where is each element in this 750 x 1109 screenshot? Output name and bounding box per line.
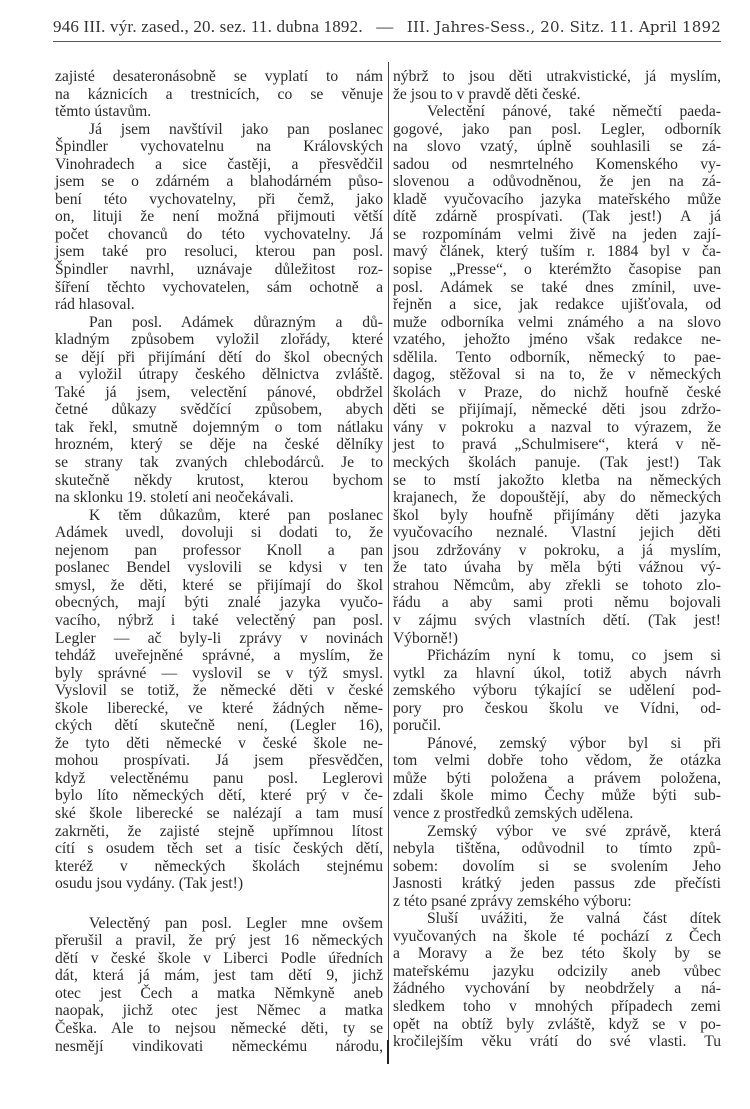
text-line: tom velmi dobře toho vědom, že otázka [393,752,721,770]
text-line: v zájmu svých vlastních dětí. (Tak jest! [393,611,721,629]
text-line: škole liberecké, ve které žádných něme- [55,699,383,717]
text-line: Zemský výbor ve své zprávě, která [427,822,721,840]
text-line: naopak, jichž otec jest Němec a matka [55,1002,383,1020]
text-line: Velectěný pan posl. Legler mne ovšem [89,914,383,932]
text-line: vány v pokroku a nazval to výrazem, že [393,418,721,436]
text-line: mateřskému jazyku odcizily aneb vůbec [393,962,721,980]
text-line: sadou od nesmrtelného Komenského vy- [393,155,721,173]
text-line: žádného vychování by neobdržely a ná- [393,980,721,998]
text-line: se to mstí jakožto kletba na německých [393,471,721,489]
text-line: tak řekl, smutně dojemným o tom nátlaku [55,418,383,436]
column-divider-end [387,1040,389,1064]
text-line: posl. Adámek se také dnes zmínil, uve- [393,278,721,296]
text-line: vyučovacího neznalé. Vlastní jejich děti [393,524,721,542]
text-line: na sklonku 19. století ani neočekávali. [55,489,294,507]
text-line: skutečně někdy krutost, kterou bychom [55,471,383,489]
text-line: vence z prostředků zemských udělena. [393,804,634,822]
text-line: řádu a aby sami proti němu bojovali [393,594,721,612]
text-line: otec jest Čech a matka Němkyně aneb [55,984,383,1002]
text-line: se strany tak zvaných chlebodárců. Je to [55,454,383,472]
text-line: ské škole liberecké se nalézají a tam musí [55,804,383,822]
text-line: Výborně!) [393,629,458,647]
text-line: Vinohradech a sice častěji, a přesvědčil [55,155,383,173]
text-line: dětí v české škole v Liberci Podle úředních [55,949,383,967]
header-dash: — [376,17,394,36]
text-line: že tyto děti německé v české škole ne- [55,734,383,752]
text-line: četné důkazy svědčící způsobem, abych [55,401,383,419]
text-line: hrozném, který se děje na české dělníky [55,436,383,454]
text-line: nebyla tištěna, odůvodnil to tímto způ- [393,840,721,858]
text-line: že tato úvaha by měla býti vážnou vý- [393,559,721,577]
header-czech: 946 III. výr. zased., 20. sez. 11. dubna 1892. [53,17,363,36]
text-line: a Moravy a že bez této školy by se [393,945,721,963]
text-line: kladě vyučovacího jazyka mateřského může [393,190,721,208]
text-line: dítě zdárně prospívati. (Tak jest!) A já [393,208,721,226]
text-line: Pánové, zemský výbor byl si při [427,734,721,752]
text-line: Jasnosti krátký jeden passus zde přečísti [393,875,721,893]
paragraph [55,68,383,121]
text-line: dát, která já mám, jest tam dětí 9, jichž [55,967,383,985]
text-line: rád hlasoval. [55,296,135,314]
text-line: K těm důkazům, které pan poslanec [89,506,383,524]
paragraph [393,103,721,647]
paragraph [55,507,383,893]
text-line: muže odborníka velmi známého a na slovo [393,313,721,331]
text-line: řejněn a sice, jak redakce ujišťovala, od [393,296,721,314]
text-line: zakrněti, že zajisté stejně upřímnou lítost [55,822,383,840]
header-german: III. Jahres-Sess., 20. Sitz. 11. April 1892 [406,18,721,36]
page-header [53,14,721,40]
text-line: kteréž v německých školách stejnému [55,857,383,875]
column-divider [388,62,389,1042]
text-line: obecných, mají býti znalé jazyka vyučo- [55,594,383,612]
text-line: jsou zdržovány v pokroku, a já myslím, [393,541,721,559]
text-line: jest to pravá „Schulmisere“, která v ně- [393,436,721,454]
text-line: přerušil a pravil, že prý jest 16 německých [55,932,383,950]
text-line: meckých školách panuje. (Tak jest!) Tak [393,454,721,472]
text-line: smysl, že děti, které se přijímají do škol [55,576,383,594]
text-line: Také já jsem, velectění pánové, obdržel [55,383,383,401]
paragraph [55,314,383,507]
paragraph [55,915,383,1055]
header-rule [53,41,721,42]
text-line: vzatého, jehožto jméno však redakce ne- [393,331,721,349]
text-line: Špindler navrhl, uznávaje důležitost roz- [55,261,383,279]
text-line: Vyslovil se totiž, že německé děti v české [55,682,383,700]
text-line: z této psané zprávy zemského výboru: [393,892,632,910]
text-line: tehdáž uveřejněné správné, a myslím, že [55,647,383,665]
text-line: sobem: dovolím si se svolením Jeho [393,857,721,875]
text-line: bení této vychovatelny, při čemž, jako [55,190,383,208]
text-line: dagog, stěžoval si na to, že v německých [393,366,721,384]
text-line: těmto ústavům. [55,103,152,121]
text-line: na slovo vzatý, úplně souhlasili se zá- [393,138,721,156]
text-line: školách v Praze, do nichž houfně české [393,383,721,401]
paragraph [55,121,383,314]
left-column [55,68,383,1055]
text-line: osudu jsou vydány. (Tak jest!) [55,875,244,893]
text-line: krajanech, že dopouštějí, aby do německých [393,489,721,507]
text-line: Já jsem navštívil jako pan poslanec [89,120,383,138]
text-line: Pan posl. Adámek důrazným a dů- [89,313,383,331]
text-line: Velectění pánové, také němečtí paeda- [427,103,721,121]
right-column [393,68,721,1051]
paragraph [393,735,721,823]
text-line: zajisté desateronásobně se vyplatí to nám [55,68,383,85]
text-line: škol byly houfně přijímány děti jazyka [393,506,721,524]
text-line: nejenom pan professor Knoll a pan [55,541,383,559]
paragraph [393,823,721,911]
text-line: Legler — ač byly-li zprávy v novinách [55,629,383,647]
text-line: děti se přijímají, německé děti jsou zdržo- [393,401,721,419]
paragraph [393,910,721,1050]
text-line: nesmějí vindikovati německému národu, [55,1037,383,1055]
text-line: na káznicích a trestnicích, co se věnuje [55,85,383,103]
text-line: se dějí při přijímání dětí do škol obecných [55,348,383,366]
text-line: strahou Němcům, aby zřekli se tohoto zlo- [393,576,721,594]
text-line: Sluší uvážiti, že valná část dítek [427,910,721,928]
text-line: Špindler vychovatelnu na Královských [55,138,383,156]
text-line: sdělila. Tento odborník, německý to pae- [393,348,721,366]
text-line: vacího, nýbrž i také velectěný pan posl. [55,611,383,629]
text-line: nýbrž to jsou děti utrakvistické, já myslím, [393,68,721,85]
text-line: poručil. [393,717,442,735]
text-line: sledkem toho v mnohých případech zemi [393,997,721,1015]
text-line: vyučovaných na škole té pochází z Čech [393,927,721,945]
text-line: jsem se o zdárném a blahodárném půso- [55,173,383,191]
text-line: kročilejším věku vrátí do své vlasti. Tu [393,1033,721,1051]
text-line: poslanec Bendel vyslovili se kdysi v ten [55,559,383,577]
text-line: když velectěnému panu posl. Leglerovi [55,769,383,787]
text-line: bylo líto německých dětí, které prý v če- [55,787,383,805]
text-line: byly správné — vyslovil se v týž smysl. [55,664,383,682]
text-line: kladným způsobem vyložil zlořády, které [55,331,383,349]
text-line: může býti položena a právem položena, [393,769,721,787]
text-line: Češka. Ale to nejsou německé děti, ty se [55,1019,383,1037]
text-line: se rozpomínám velmi živě na jeden zají- [393,225,721,243]
text-line: šíření těchto vychovatelen, sám ochotně a [55,278,383,296]
text-line: Přicházím nyní k tomu, co jsem si [427,647,721,665]
text-line: počet chovanců do této vychovatelny. Já [55,225,383,243]
text-line: gogové, jako pan posl. Legler, odborník [393,120,721,138]
text-line: ckých dětí skutečně není, (Legler 16), [55,717,383,735]
text-line: on, lituji že není možná přijmouti větší [55,208,383,226]
text-line: mohou prospívati. Já jsem přesvědčen, [55,752,383,770]
text-line: zemského výboru týkající se udělení pod- [393,682,721,700]
text-line: slovenou a odůvodněnou, že jen na zá- [393,173,721,191]
text-line: že jsou to v pravdě děti české. [393,85,581,103]
text-line: a vyložil útrapy českého dělnictva zvláště. [55,366,383,384]
text-line: pory pro českou školu ve Vídni, od- [393,699,721,717]
text-line: zdali škole mimo Čechy může býti sub- [393,787,721,805]
text-line: mavý článek, který tuším r. 1884 byl v ča- [393,243,721,261]
paragraph [393,68,721,103]
text-line: Adámek uvedl, dovoluji si dodati to, že [55,524,383,542]
text-line: cítí s osudem těch set a tisíc českých dětí, [55,840,383,858]
text-line: opět na obtíž byly zvláště, když se v po- [393,1015,721,1033]
paragraph [393,647,721,735]
text-line: vytkl za hlavní úkol, totiž abych návrh [393,664,721,682]
text-line: sopise „Presse“, o kterémžto časopise pan [393,261,721,279]
text-line: jsem také pro resoluci, kterou pan posl. [55,243,383,261]
